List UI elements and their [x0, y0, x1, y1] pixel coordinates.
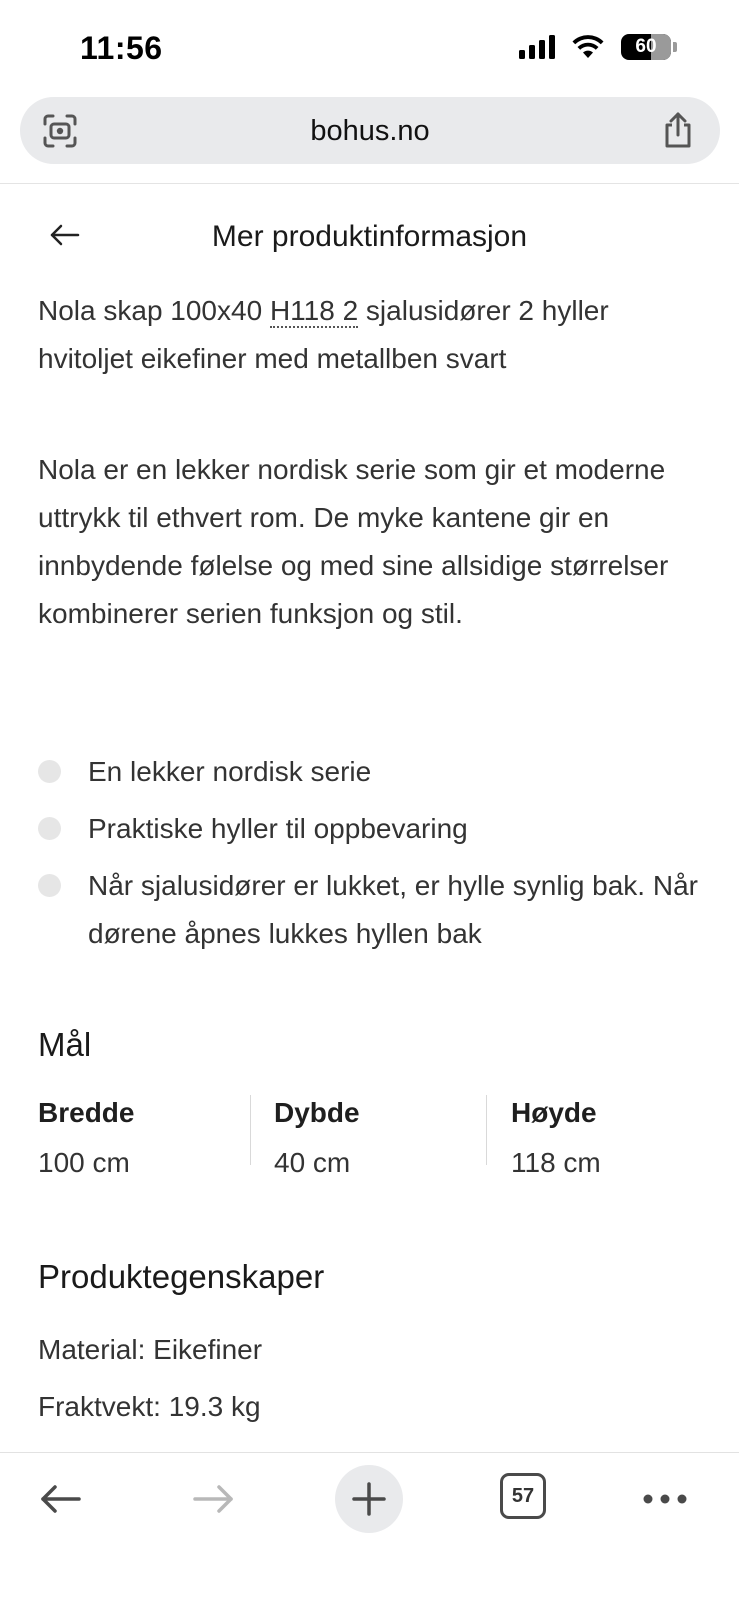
nav-forward-button[interactable] — [190, 1465, 238, 1533]
status-icons — [519, 34, 677, 60]
dimension-width: Bredde 100 cm — [38, 1097, 135, 1178]
dimension-height: Høyde 118 cm — [511, 1097, 601, 1178]
dimension-separator — [486, 1095, 487, 1165]
nav-back-icon — [38, 1481, 82, 1517]
nav-forward-icon — [192, 1481, 236, 1517]
status-bar — [0, 0, 739, 92]
divider — [0, 183, 739, 184]
bullet-icon — [38, 760, 61, 783]
property-weight: Fraktvekt: 19.3 kg — [38, 1391, 261, 1422]
page-header — [0, 210, 739, 266]
wifi-icon — [571, 34, 605, 60]
browser-toolbar — [0, 1453, 739, 1600]
cellular-signal-icon — [519, 35, 555, 59]
share-icon[interactable] — [660, 111, 696, 149]
plus-icon — [351, 1481, 387, 1517]
bullet-icon — [38, 874, 61, 897]
status-time: 11:56 — [80, 30, 163, 66]
new-tab-button[interactable] — [335, 1465, 403, 1533]
feature-list — [38, 748, 703, 967]
bullet-icon — [38, 817, 61, 840]
product-name: Nola skap 100x40 H118 2 sjalusidører 2 hyller hvitoljet eikefiner med metallben svart — [38, 295, 609, 374]
tabs-count: 57 — [511, 1484, 535, 1507]
more-icon — [642, 1493, 688, 1505]
list-item: En lekker nordisk serie — [38, 748, 703, 796]
battery-icon — [621, 34, 671, 60]
product-description: Nola er en lekker nordisk serie som gir et moderne uttrykk til ethvert rom. De myke kantene gir en innbydende følelse og med sine allsidige størrelser kombinerer serien funksjon og stil. — [38, 454, 669, 629]
dimensions-row — [38, 1095, 703, 1178]
battery-percent: 60 — [635, 36, 657, 57]
page-title: Mer produktinformasjon — [211, 220, 528, 253]
property-material: Material: Eikefiner — [38, 1334, 263, 1365]
dimensions-heading: Mål — [38, 1026, 92, 1063]
dimension-depth: Dybde 40 cm — [274, 1097, 360, 1178]
tabs-button[interactable] — [500, 1473, 546, 1519]
list-item: Praktiske hyller til oppbevaring — [38, 805, 703, 853]
nav-back-button[interactable] — [36, 1465, 84, 1533]
url-text[interactable]: bohus.no — [310, 115, 430, 147]
dimension-separator — [250, 1095, 251, 1165]
url-bar[interactable] — [20, 97, 720, 164]
list-item: Når sjalusidører er lukket, er hylle synlig bak. Når dørene åpnes lukkes hyllen bak — [38, 862, 703, 958]
properties-heading: Produktegenskaper — [38, 1258, 325, 1295]
more-button[interactable] — [640, 1465, 690, 1533]
product-code-link[interactable]: H118 2 — [269, 295, 359, 326]
